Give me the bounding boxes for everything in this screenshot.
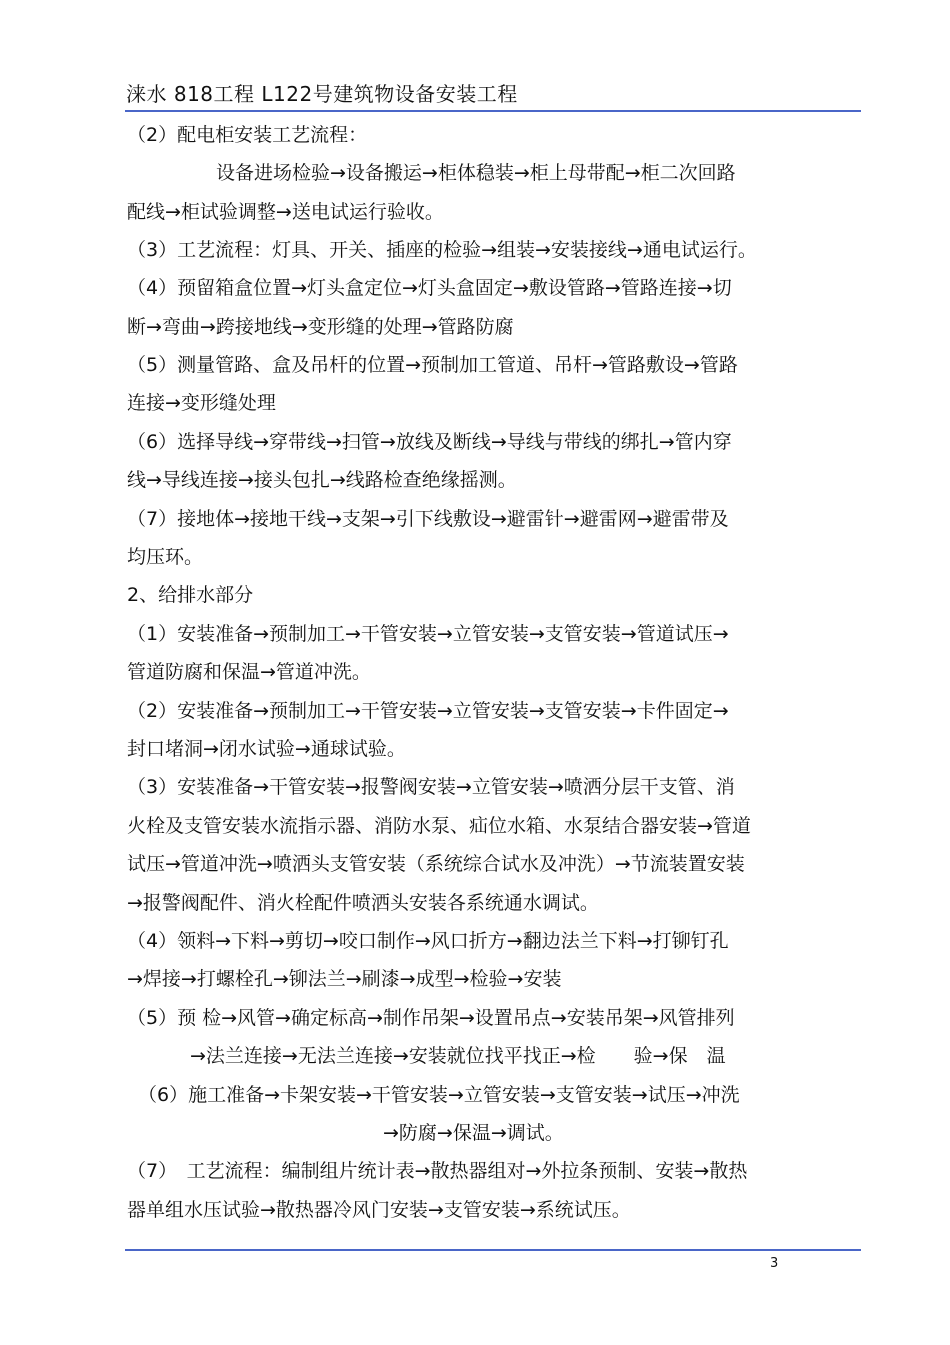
text-line: 均压环。 xyxy=(127,546,204,568)
text-line: （7）接地体→接地干线→支架→引下线敷设→避雷针→避雷网→避雷带及 xyxy=(127,508,729,530)
text-line: （1）安装准备→预制加工→干管安装→立管安装→支管安装→管道试压→ xyxy=(127,623,729,645)
text-line: 线→导线连接→接头包扎→线路检查绝缘摇测。 xyxy=(127,469,517,491)
text-line: →法兰连接→无法兰连接→安装就位找平找正→检 验→保 温 xyxy=(190,1045,726,1067)
text-line: （5）预 检→风管→确定标高→制作吊架→设置吊点→安装吊架→风管排列 xyxy=(127,1007,735,1029)
text-line: （2）安装准备→预制加工→干管安装→立管安装→支管安装→卡件固定→ xyxy=(127,700,729,722)
text-line: 试压→管道冲洗→喷洒头支管安装（系统综合试水及冲洗）→节流装置安装 xyxy=(127,853,745,875)
text-line: →防腐→保温→调试。 xyxy=(383,1122,564,1144)
text-line: 火栓及支管安装水流指示器、消防水泵、疝位水箱、水泵结合器安装→管道 xyxy=(127,815,751,837)
footer-divider xyxy=(125,1249,861,1251)
text-line: 配线→柜试验调整→送电试运行验收。 xyxy=(127,201,444,223)
text-line: （7） 工艺流程：编制组片统计表→散热器组对→外拉条预制、安装→散热 xyxy=(127,1160,748,1182)
page-header-title: 涞水 818工程 L122号建筑物设备安装工程 xyxy=(126,82,518,106)
text-line: →报警阀配件、消火栓配件喷洒头安装各系统通水调试。 xyxy=(127,892,599,914)
text-line: （3）安装准备→干管安装→报警阀安装→立管安装→喷洒分层干支管、消 xyxy=(127,776,735,798)
text-line: （4）领料→下料→剪切→咬口制作→风口折方→翻边法兰下料→打铆钉孔 xyxy=(127,930,729,952)
text-line: 设备进场检验→设备搬运→柜体稳装→柜上母带配→柜二次回路 xyxy=(216,162,736,184)
text-line: （6）施工准备→卡架安装→干管安装→立管安装→支管安装→试压→冲洗 xyxy=(138,1084,740,1106)
text-line: （6）选择导线→穿带线→扫管→放线及断线→导线与带线的绑扎→管内穿 xyxy=(127,431,732,453)
text-line: 断→弯曲→跨接地线→变形缝的处理→管路防腐 xyxy=(127,316,514,338)
text-line: 管道防腐和保温→管道冲洗。 xyxy=(127,661,371,683)
text-line: （3）工艺流程：灯具、开关、插座的检验→组装→安装接线→通电试运行。 xyxy=(127,239,757,261)
text-line: （4）预留箱盒位置→灯头盒定位→灯头盒固定→敷设管路→管路连接→切 xyxy=(127,277,732,299)
text-line: （5）测量管路、盒及吊杆的位置→预制加工管道、吊杆→管路敷设→管路 xyxy=(127,354,738,376)
header-divider xyxy=(125,110,861,112)
page-number: 3 xyxy=(770,1256,779,1271)
text-line: 封口堵洞→闭水试验→通球试验。 xyxy=(127,738,406,760)
section-heading: 2、给排水部分 xyxy=(127,584,254,606)
text-line: 连接→变形缝处理 xyxy=(127,392,276,414)
text-line: 器单组水压试验→散热器冷风门安装→支管安装→系统试压。 xyxy=(127,1199,631,1221)
text-line: （2）配电柜安装工艺流程： xyxy=(127,124,368,146)
text-line: →焊接→打螺栓孔→铆法兰→刷漆→成型→检验→安装 xyxy=(127,968,562,990)
